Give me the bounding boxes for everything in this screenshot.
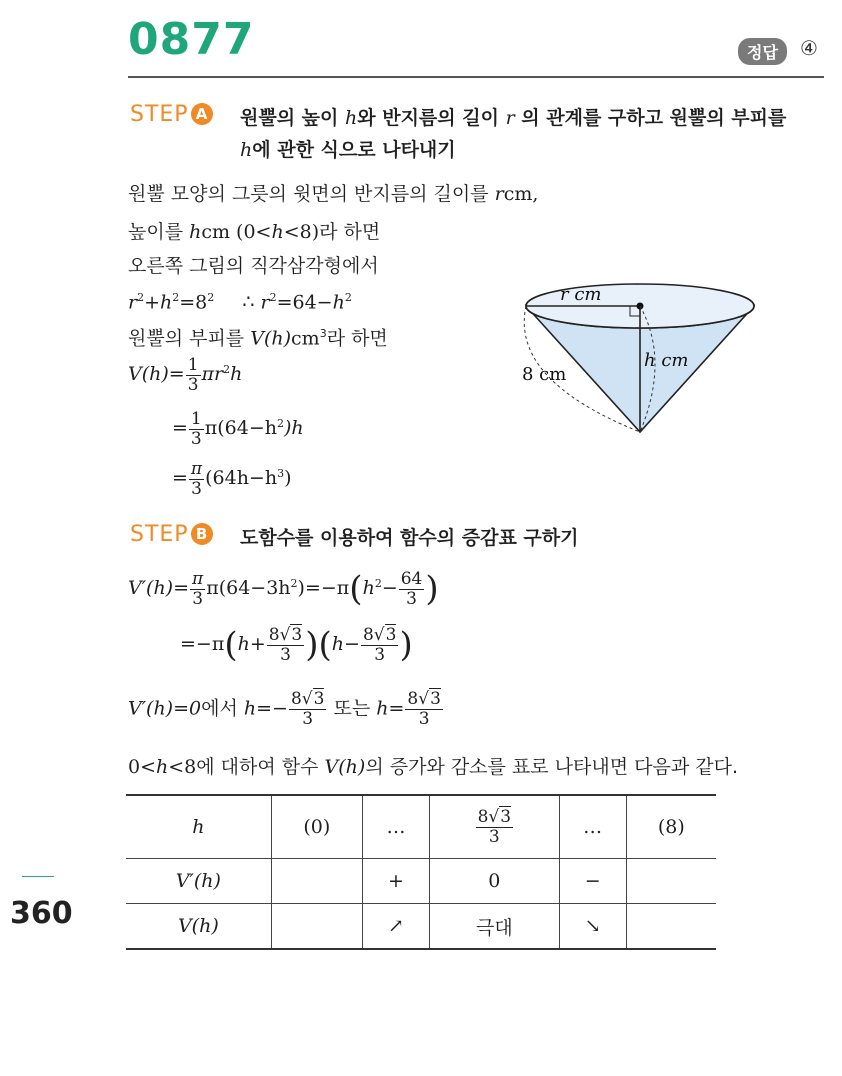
text: =8 <box>179 291 208 314</box>
var-h: h <box>189 221 202 243</box>
step-a-title-text: 의 관계를 구하고 원뿔의 부피를 <box>514 107 787 129</box>
var-h: h <box>271 221 284 243</box>
step-b-title: 도함수를 이용하여 함수의 증감표 구하기 <box>240 527 579 549</box>
text: 의 증가와 감소를 표로 나타내면 다음과 같다. <box>365 756 738 778</box>
page-number-rule <box>22 876 54 877</box>
var-r: r <box>505 107 515 129</box>
height-label: h cm <box>644 350 689 371</box>
derivative-eq-2: =−π(h+ $\frac{8√3}{3}$ )(h− $\frac{8√3}{3}$ ) <box>180 625 413 666</box>
table-cell: h <box>126 795 271 859</box>
text: 높이를 <box>128 221 190 243</box>
answer-value: ④ <box>800 36 818 60</box>
table-cell: ↘ <box>559 904 626 950</box>
text: 에 대하여 함수 <box>196 756 325 778</box>
summary-line: 0<h<8에 대하여 함수 V(h)의 증가와 감소를 표로 나타내면 다음과 같다. <box>128 756 738 778</box>
table-cell: − <box>559 859 626 904</box>
text: cm, <box>503 183 539 205</box>
header-rule <box>128 76 824 78</box>
table-cell: (8) <box>626 795 716 859</box>
table-cell: + <box>362 859 429 904</box>
volume-eq-3: = $\frac{\pi}{3}$ $(64h-h^3)$ <box>172 459 292 499</box>
volume-eq-1: V(h)= $\frac{1}{3}$ $\pi r^2h$ <box>128 355 243 395</box>
text: ) <box>284 467 292 490</box>
text: 0< <box>128 756 157 778</box>
text: cm (0< <box>201 221 272 243</box>
critical-point-line: V′(h)=0에서 h=− $\frac{8√3}{3}$ 또는 h= $\frac{8√3}{3}$ <box>128 689 441 729</box>
var-vh: V(h) <box>250 327 292 350</box>
step-a-line-5: 원뿔의 부피를 $V(h)cm^3$라 하면 <box>128 327 388 350</box>
text: V(h)= <box>128 363 185 386</box>
text: V′(h)= <box>128 577 190 600</box>
step-b-heading <box>130 522 213 547</box>
page-number: 360 <box>10 896 73 931</box>
step-a-heading <box>130 102 213 127</box>
text: π(64−3h <box>206 577 291 600</box>
text: V′(h)=0 <box>128 697 202 720</box>
step-a-line-2 <box>128 218 380 246</box>
text: <8 <box>168 756 197 778</box>
step-a-line-3: 오른쪽 그림의 직각삼각형에서 <box>128 255 379 277</box>
derivative-eq-1: V′(h)= $\frac{\pi}{3}$ $\pi(64-3h^2)=-\pi(h^2-$ $\frac{64}{3}$ ) <box>128 569 439 610</box>
table-row <box>126 859 716 904</box>
text: 라 하면 <box>326 327 388 350</box>
slant-label: 8 cm <box>522 364 567 385</box>
answer-badge: 정답 <box>738 38 787 65</box>
table-cell: … <box>559 795 626 859</box>
step-b-label: STEP <box>130 522 189 547</box>
volume-eq-2: = $\frac{1}{3}$ $\pi(64-h^2)h$ <box>172 409 304 449</box>
cone-figure <box>510 270 780 450</box>
text: <8) <box>283 221 320 243</box>
text: 원뿔의 부피를 <box>128 327 251 350</box>
text: πr <box>201 363 224 386</box>
step-b-letter-icon: B <box>191 523 213 545</box>
table-cell: V(h) <box>126 904 271 950</box>
text: + <box>144 291 161 314</box>
step-a-title <box>240 102 830 166</box>
problem-number: 0877 <box>128 14 255 65</box>
table-cell: (0) <box>271 795 362 859</box>
text: 원뿔 모양의 그릇의 윗면의 반지름의 길이를 <box>128 183 495 205</box>
table-row <box>126 795 716 859</box>
text: cm <box>291 327 320 350</box>
increase-decrease-table <box>126 794 716 950</box>
table-cell <box>271 904 362 950</box>
step-a-title-text: 에 관한 식으로 나타내기 <box>252 139 456 161</box>
var-r: r <box>494 183 504 205</box>
text: (64h−h <box>205 467 278 490</box>
radius-label: r cm <box>560 284 602 305</box>
text: 또는 <box>327 697 377 720</box>
table-row <box>126 904 716 950</box>
text: =−π <box>180 633 225 656</box>
text: =64− <box>276 291 333 314</box>
text: 에서 <box>201 697 244 720</box>
table-cell: V′(h) <box>126 859 271 904</box>
table-cell: 0 <box>430 859 560 904</box>
text: 라 하면 <box>319 221 381 243</box>
table-cell <box>271 859 362 904</box>
table-cell: 극대 <box>430 904 560 950</box>
table-cell-critical: $\frac{8√3}{3}$ <box>430 795 560 859</box>
text: π(64−h <box>204 417 277 440</box>
step-a-title-text: 와 반지름의 길이 <box>357 107 506 129</box>
table-cell <box>626 904 716 950</box>
table-cell: ↗ <box>362 904 429 950</box>
step-a-title-text: 원뿔의 높이 <box>240 107 345 129</box>
text: ∴ <box>242 291 261 314</box>
step-a-line-1 <box>128 180 538 208</box>
text: )h <box>283 417 304 440</box>
table-cell <box>626 859 716 904</box>
step-a-label: STEP <box>130 102 189 127</box>
text: )=−π <box>297 577 350 600</box>
var-h: h <box>240 139 253 161</box>
table-cell: … <box>362 795 429 859</box>
var-h: h <box>345 107 358 129</box>
pythagorean-equation: $r^2+h^2=8^2$ ∴ $r^2=64-h^2$ <box>128 291 352 314</box>
step-a-letter-icon: A <box>191 103 213 125</box>
